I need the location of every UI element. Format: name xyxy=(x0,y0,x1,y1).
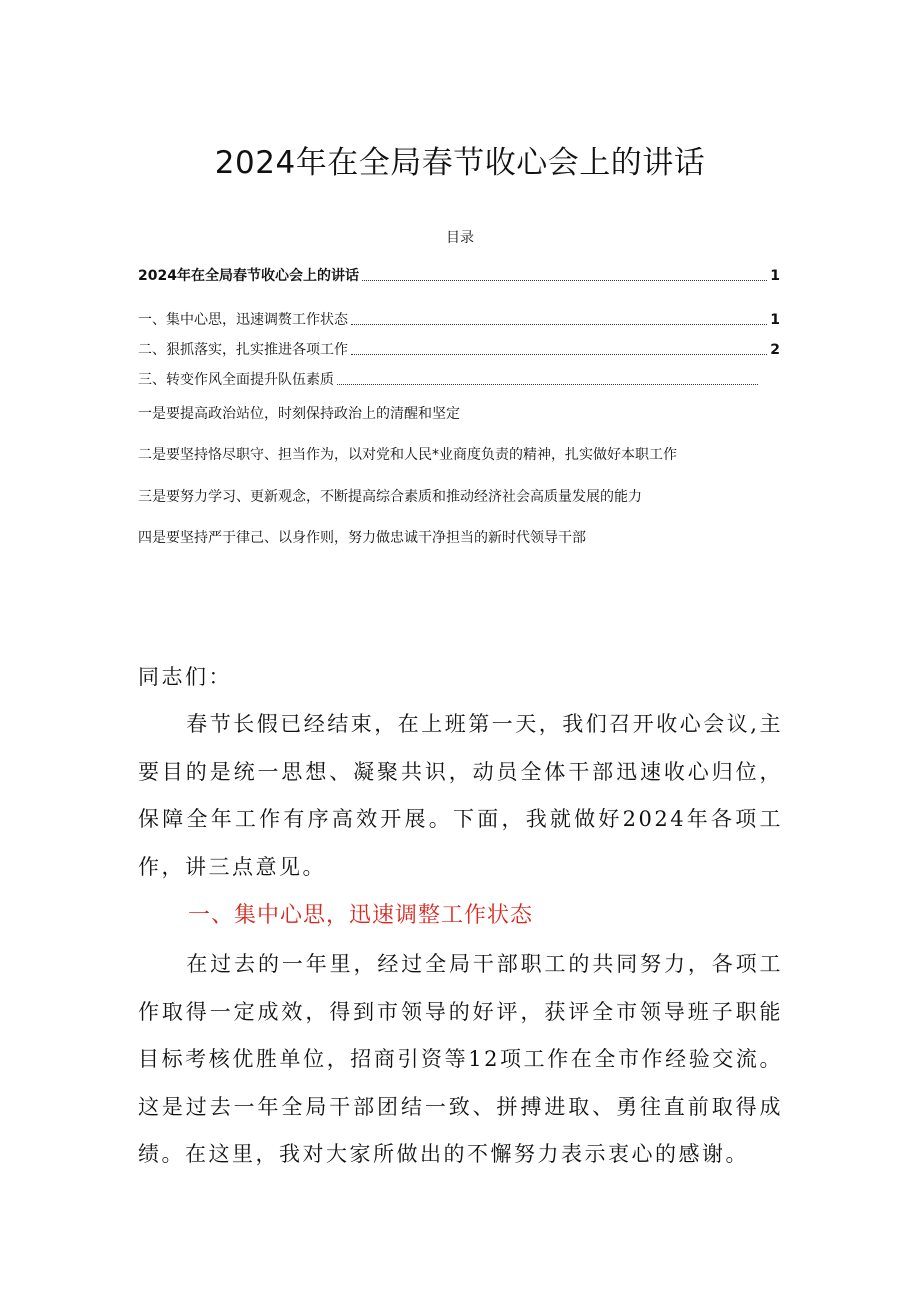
toc-entry-text: 2024年在全局春节收心会上的讲话 xyxy=(138,268,359,284)
toc-entry[interactable] xyxy=(138,338,780,360)
toc-entry[interactable] xyxy=(138,368,780,390)
intro-paragraph-block xyxy=(138,701,783,891)
toc-heading: 目录 xyxy=(446,230,474,246)
intro-paragraph: 春节长假已经结束，在上班第一天，我们召开收心会议,主要目的是统一思想、凝聚共识，动员全体干部迅速收心归位，保障全年工作有序高效开展。下面，我就做好2024年各项工作，讲三点意见。 xyxy=(138,712,783,879)
section-1-paragraph: 在过去的一年里，经过全局干部职工的共同努力，各项工作取得一定成效，得到市领导的好评，获评全市领导班子职能目标考核优胜单位，招商引资等12项工作在全市作经验交流。这是过去一年全局干部团结一致、拼搏进取、勇往直前取得成绩。在这里，我对大家所做出的不懈努力表示衷心的感谢。 xyxy=(138,952,783,1166)
toc-sub-item[interactable]: 二是要坚持恪尽职守、担当作为，以对党和人民*业商度负责的精神，扎实做好本职工作 xyxy=(138,447,677,463)
toc-page-number: 2 xyxy=(770,342,780,358)
toc-entry[interactable] xyxy=(138,308,780,330)
toc-sub-item[interactable]: 四是要坚持严于律己、以身作则，努力做忠诚干净担当的新时代领导干部 xyxy=(138,530,586,546)
toc-leader-dots xyxy=(351,354,767,355)
toc-entry-text: 三、转变作风全面提升队伍素质 xyxy=(138,372,334,388)
toc-entry-text: 二、狠抓落实，扎实推进各项工作 xyxy=(138,342,348,358)
toc-entry-text: 一、集中心思，迅速调赘工作状态 xyxy=(138,312,348,328)
speech-salutation: 同志们： xyxy=(138,665,232,689)
section-1-paragraph-block xyxy=(138,941,783,1179)
toc-page-number: 1 xyxy=(770,268,780,284)
toc-sub-item[interactable]: 三是要努力学习、更新观念，不断提高综合素质和推动经济社会高质量发展的能力 xyxy=(138,489,642,505)
toc-page-number: 1 xyxy=(770,312,780,328)
document-title: 2024年在全局春节收心会上的讲话 xyxy=(214,145,706,181)
toc-entry[interactable] xyxy=(138,264,780,286)
toc-sub-item[interactable]: 一是要提高政治站位，时刻保持政治上的清醒和坚定 xyxy=(138,406,460,422)
section-1-heading: 一、集中心思，迅速调整工作状态 xyxy=(188,903,534,928)
toc-leader-dots xyxy=(337,384,758,385)
toc-leader-dots xyxy=(351,324,767,325)
toc-leader-dots xyxy=(362,280,767,281)
